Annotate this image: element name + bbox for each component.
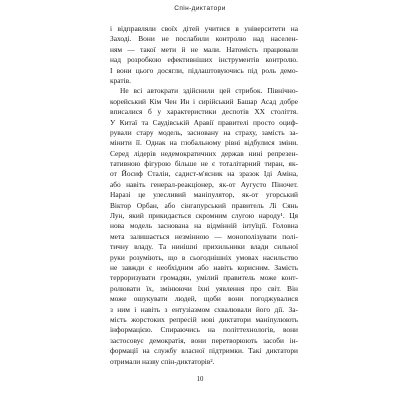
text-line: рували стару модель, засновану на страху, замість за-: [110, 127, 298, 137]
text-line: отримали назву спін-диктаторів².: [110, 356, 215, 366]
text-line: Наразі це улесливий маніпулятор, як-от угорський: [110, 190, 298, 200]
text-line: вписалися б у характеристики деспотів ХХ століття.: [110, 107, 298, 117]
text-line: інформацією. Спираючись на політтехнологів, вони: [110, 325, 298, 335]
text-line: мета залишається незмінною — монополізувати полі-: [110, 231, 298, 241]
text-line: над розробкою ефективніших інструментів контролю.: [110, 55, 298, 65]
text-line: от Йосиф Сталін, садист-м'ясник на зразок Іді Аміна,: [110, 169, 298, 179]
running-header-title: Спін-диктатори: [174, 5, 226, 12]
text-line: ролювати їх, змінюючи їхні уявлення про світ. Він: [110, 283, 298, 293]
text-line: І вони цього досягли, підлаштовуючись під роль демо-: [110, 65, 298, 75]
text-line: і відправляли своїх дітей учитися в університети на: [110, 24, 298, 33]
text-line: тативною фігурою більше не є тоталітарний тиран, як-: [110, 159, 298, 169]
text-line: мість жорстоких репресій нові диктатори маніпулюють: [110, 314, 298, 324]
text-line: Серед лідерів недемократичних держав нині репрезен-: [110, 148, 298, 158]
text-line: або навіть генерал-реакціонер, як-от Аугусто Піночет.: [110, 179, 298, 189]
text-line: ням — такої мети й не мали. Натомість працювали: [110, 44, 298, 54]
text-line: Лун, який прикидається скромним слугою народу¹. Ця: [110, 211, 298, 221]
text-line: нова модель заснована на відмінній інтуїції. Головна: [110, 221, 298, 231]
text-line: тичну владу. Та нинішні прихильники влади сильної: [110, 242, 298, 252]
text-line: Не всі автократи здійснили цей стрибок. Північно-: [120, 86, 298, 96]
text-line: формації на службу власної підтримки. Такі диктатори: [110, 346, 298, 356]
text-line: У Китаї та Саудівській Аравії правителі просто оциф-: [110, 117, 298, 127]
text-line: не завжди є необхідним або навіть корисним. Замість: [110, 262, 298, 272]
text-line: терроризувати громадян, умілий правитель може конт-: [110, 273, 298, 283]
text-line: може ошукувати людей, щоби вони погоджувалися: [110, 294, 298, 304]
text-line: Віктор Орбан, або сінгапурський правитель Лі Сянь: [110, 200, 298, 210]
text-line: Заході. Вони не послабили контролю над населен-: [110, 34, 298, 44]
text-line: застосовує демократія, вони перетворюють засоби ін-: [110, 335, 298, 345]
page-number: 10: [196, 376, 204, 383]
text-line: корейський Кім Чен Ин і сирійський Башар Асад добре: [110, 96, 298, 106]
text-line: руки розуміють, що в сьогоднішніх умовах насильство: [110, 252, 298, 262]
body-text: [110, 24, 298, 367]
text-line: з ним і навіть з ентузіазмом схвалювали його дії. За-: [110, 304, 298, 314]
text-line: кратів.: [110, 75, 131, 85]
text-line: мінити її. Однак на глобальному рівні відбулися зміни.: [110, 138, 298, 148]
